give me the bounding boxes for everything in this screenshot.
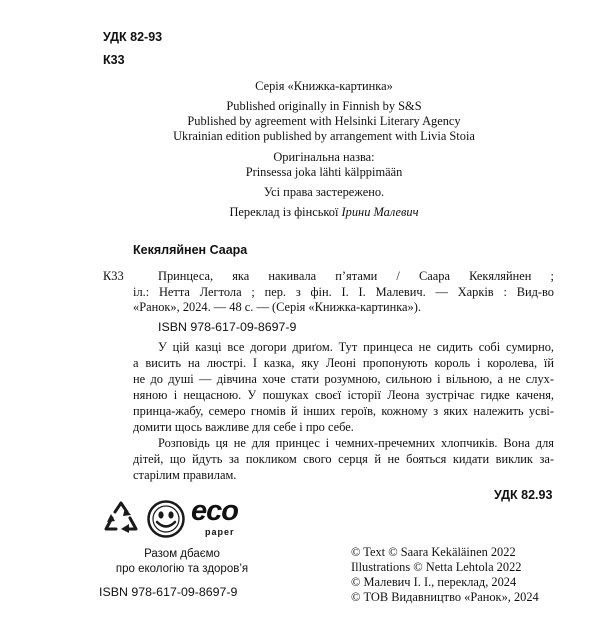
copyright-line: © Малевич І. І., переклад, 2024 xyxy=(351,575,517,589)
annotation-line: У цій казці все догори дриґом. Тут принцеса не сидить собі сумирно, xyxy=(158,340,554,354)
annotation-line: Розповідь ця не для принцес і чемних-пречемних хлопчиків. Вона для xyxy=(158,436,554,450)
rights-line: Усі права застережено. xyxy=(263,185,385,199)
published-line-2: Published by agreement with Helsinki Literary Agency xyxy=(187,114,461,128)
eco-logo-sub: paper xyxy=(205,527,235,537)
copyright-line: © Text © Saara Kekäläinen 2022 xyxy=(351,545,516,559)
series-line: Серія «Книжка-картинка» xyxy=(255,79,393,93)
catalog-description-line-3: «Ранок», 2024. — 48 с. — (Серія «Книжка-картинка»). xyxy=(133,300,421,314)
annotation-line: а висить на люстрі. І казка, яку Леоні пропонують король і королева, їй xyxy=(133,356,554,370)
published-line-3: Ukrainian edition published by arrangement with Livia Stoia xyxy=(173,129,475,143)
original-title: Prinsessa joka lähti kälppimään xyxy=(245,165,403,179)
catalog-author-heading: Кекяляйнен Саара xyxy=(133,243,248,257)
annotation-line: няною і нещасною. У пошуках своєї історії Леона зустрічає гидке каченя, xyxy=(133,388,554,402)
translation-prefix: Переклад із фінської xyxy=(229,205,342,219)
annotation-line: старілим правилам. xyxy=(133,468,237,482)
eco-isbn: ISBN 978-617-09-8697-9 xyxy=(99,585,238,599)
smiley-icon xyxy=(146,499,186,539)
recycle-icon xyxy=(101,500,141,538)
annotation-line: домити щось важливе для себе і про себе. xyxy=(133,420,354,434)
copyright-line: © ТОВ Видавництво «Ранок», 2024 xyxy=(351,590,539,604)
translation-line xyxy=(160,205,488,220)
annotation-line: не до душі — дівчина хоче стати розумною, сильною і вільною, а не слух- xyxy=(133,372,554,386)
copyright-line: Illustrations © Netta Lehtola 2022 xyxy=(351,560,522,574)
annotation-line: дітей, що йдуть за покликом свого серця й не бояться кидати виклик за- xyxy=(133,452,554,466)
published-line-1: Published originally in Finnish by S&S xyxy=(226,99,422,113)
annotation-udk: УДК 82.93 xyxy=(494,488,553,502)
translator-name: Ірини Малевич xyxy=(341,205,419,219)
catalog-description-line-2: іл.: Нетта Легтола ; пер. з фін. І. І. Малевич. — Харків : Вид-во xyxy=(133,285,554,299)
catalog-mark: К33 xyxy=(103,269,124,283)
eco-slogan-line-1: Разом дбаємо xyxy=(144,548,220,560)
original-title-label: Оригінальна назва: xyxy=(273,150,375,164)
eco-logo-word: eco xyxy=(191,495,238,527)
author-mark-header: К33 xyxy=(103,53,125,67)
catalog-isbn: ISBN 978-617-09-8697-9 xyxy=(158,320,297,334)
eco-paper-logo xyxy=(191,497,243,541)
catalog-description-line-1: Принцеса, яка накивала п’ятами / Саара Кекяляйнен ; xyxy=(158,269,554,283)
annotation-line: принца-жабу, семеро гномів й інших героїв, кожному з яких належить усві- xyxy=(133,404,554,418)
udk-header: УДК 82-93 xyxy=(103,30,163,44)
eco-slogan-line-2: про екологію та здоров’я xyxy=(115,563,249,575)
